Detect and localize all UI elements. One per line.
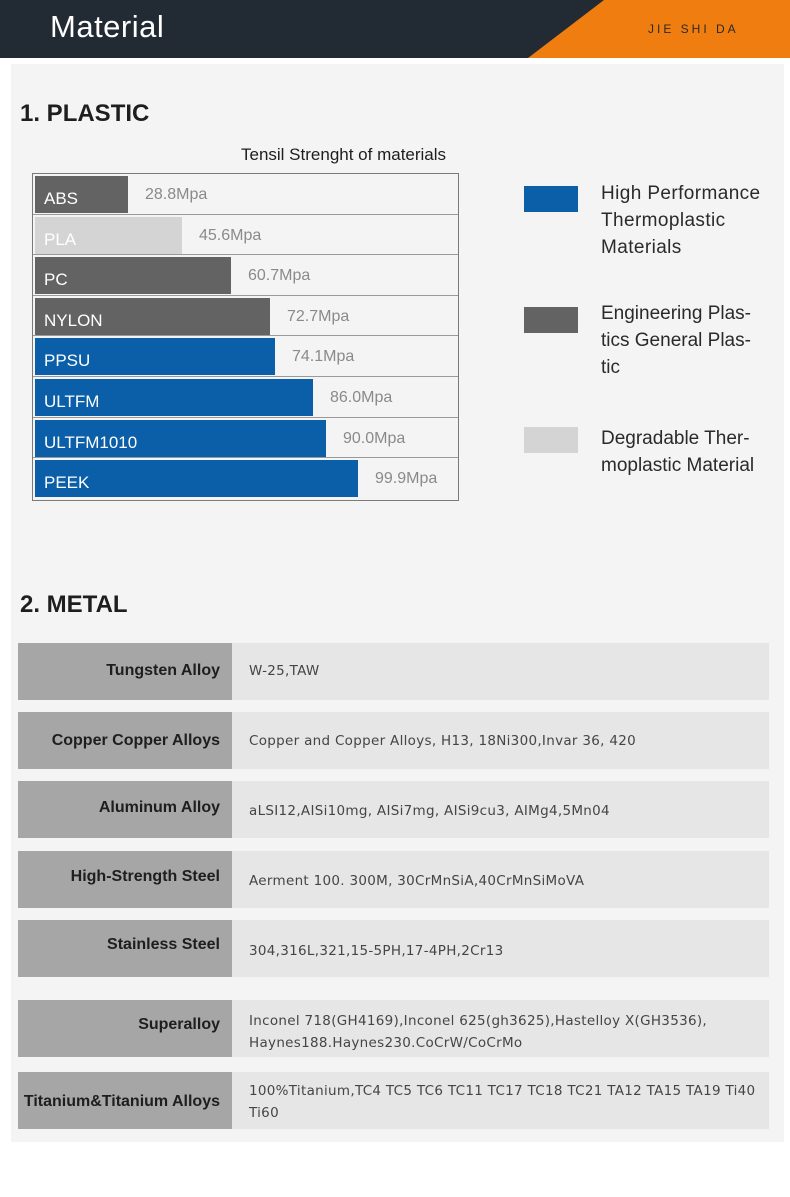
metal-name: High-Strength Steel [70, 868, 220, 885]
metal-name-cell [18, 712, 232, 769]
bar-value-label: 72.7Mpa [287, 307, 350, 325]
metal-name: Tungsten Alloy [106, 662, 220, 679]
metal-name-cell [18, 1072, 232, 1129]
bar-value-label: 45.6Mpa [199, 226, 262, 244]
metal-section-title: 2. METAL [20, 591, 128, 618]
metal-grades: 100%Titanium,TC4 TC5 TC6 TC11 TC17 TC18 TC21 TA12 TA15 TA19 Ti40 Ti60 [249, 1083, 756, 1121]
bar-nylon [35, 298, 270, 335]
metal-name-cell [18, 920, 232, 977]
bar-pc [35, 257, 231, 294]
bar-value-label: 74.1Mpa [292, 348, 355, 366]
bar-peek [35, 460, 358, 497]
metal-grades: Inconel 718(GH4169),Inconel 625(gh3625),Hastelloy X(GH3536), Haynes188.Haynes230.CoCrW/CoCrMo [249, 1013, 708, 1051]
legend-swatch-engineering [524, 307, 578, 333]
legend-label-degradable: Degradable Ther-moplastic Material [601, 428, 755, 476]
bar-category-label: PC [44, 270, 68, 290]
brand-logo-text: JIE SHI DA [648, 22, 739, 36]
metal-grades: Aerment 100. 300M, 30CrMnSiA,40CrMnSiMoVA [249, 873, 585, 889]
bar-value-label: 99.9Mpa [375, 470, 438, 488]
tensile-strength-chart [32, 173, 459, 501]
metal-name: Aluminum Alloy [98, 799, 220, 816]
metal-row [18, 712, 769, 769]
chart-row [33, 255, 458, 296]
metal-grades: aLSI12,AISi10mg, AISi7mg, AISi9cu3, AIMg4,5Mn04 [249, 803, 610, 819]
metal-grades: Copper and Copper Alloys, H13, 18Ni300,Invar 36, 420 [249, 733, 637, 749]
legend-swatch-degradable [524, 427, 578, 453]
chart-row [33, 418, 458, 459]
bar-value-label: 60.7Mpa [248, 267, 311, 285]
metal-name-cell [18, 851, 232, 908]
bar-ultfm [35, 379, 313, 416]
metal-row [18, 1000, 769, 1057]
bar-ultfm1010 [35, 420, 326, 457]
page-title: Material [50, 9, 165, 44]
metal-row [18, 643, 769, 700]
metal-row [18, 920, 769, 977]
legend-swatch-high-performance [524, 186, 578, 212]
chart-row [33, 458, 458, 499]
metal-name-cell [18, 781, 232, 838]
metal-name: Copper Copper Alloys [51, 732, 220, 749]
chart-row [33, 336, 458, 377]
legend-label-engineering: Engineering Plas-tics General Plas-tic [601, 303, 751, 378]
metal-grades: W-25,TAW [249, 663, 320, 679]
bar-category-label: NYLON [44, 310, 103, 330]
header-bar [0, 0, 790, 58]
chart-row [33, 174, 458, 215]
metal-name-cell [18, 643, 232, 700]
bar-abs [35, 176, 128, 213]
bar-pla [35, 217, 182, 254]
legend-label-high-performance: High Performance Thermoplastic Materials [601, 183, 761, 258]
chart-row [33, 215, 458, 256]
metal-name: Superalloy [138, 1016, 220, 1033]
bar-value-label: 28.8Mpa [145, 186, 208, 203]
metal-grades: 304,316L,321,15-5PH,17-4PH,2Cr13 [249, 943, 504, 959]
metal-row [18, 781, 769, 838]
bar-category-label: ULTFM1010 [44, 432, 138, 452]
bar-category-label: ABS [44, 189, 79, 208]
metal-name-cell [18, 1000, 232, 1057]
bar-ppsu [35, 338, 275, 375]
metal-row [18, 1072, 769, 1129]
bar-category-label: PEEK [44, 473, 90, 493]
bar-value-label: 90.0Mpa [343, 429, 406, 447]
bar-category-label: PPSU [44, 351, 91, 371]
metal-name: Titanium&Titanium Alloys [23, 1093, 220, 1110]
plastic-section-title: 1. PLASTIC [20, 100, 150, 127]
chart-row [33, 296, 458, 337]
bar-category-label: ULTFM [44, 392, 100, 411]
chart-row [33, 377, 458, 418]
bar-category-label: PLA [44, 229, 77, 249]
chart-title: Tensil Strenght of materials [241, 145, 447, 164]
bar-value-label: 86.0Mpa [330, 389, 393, 406]
metal-row [18, 851, 769, 908]
metal-name: Stainless Steel [107, 936, 220, 953]
